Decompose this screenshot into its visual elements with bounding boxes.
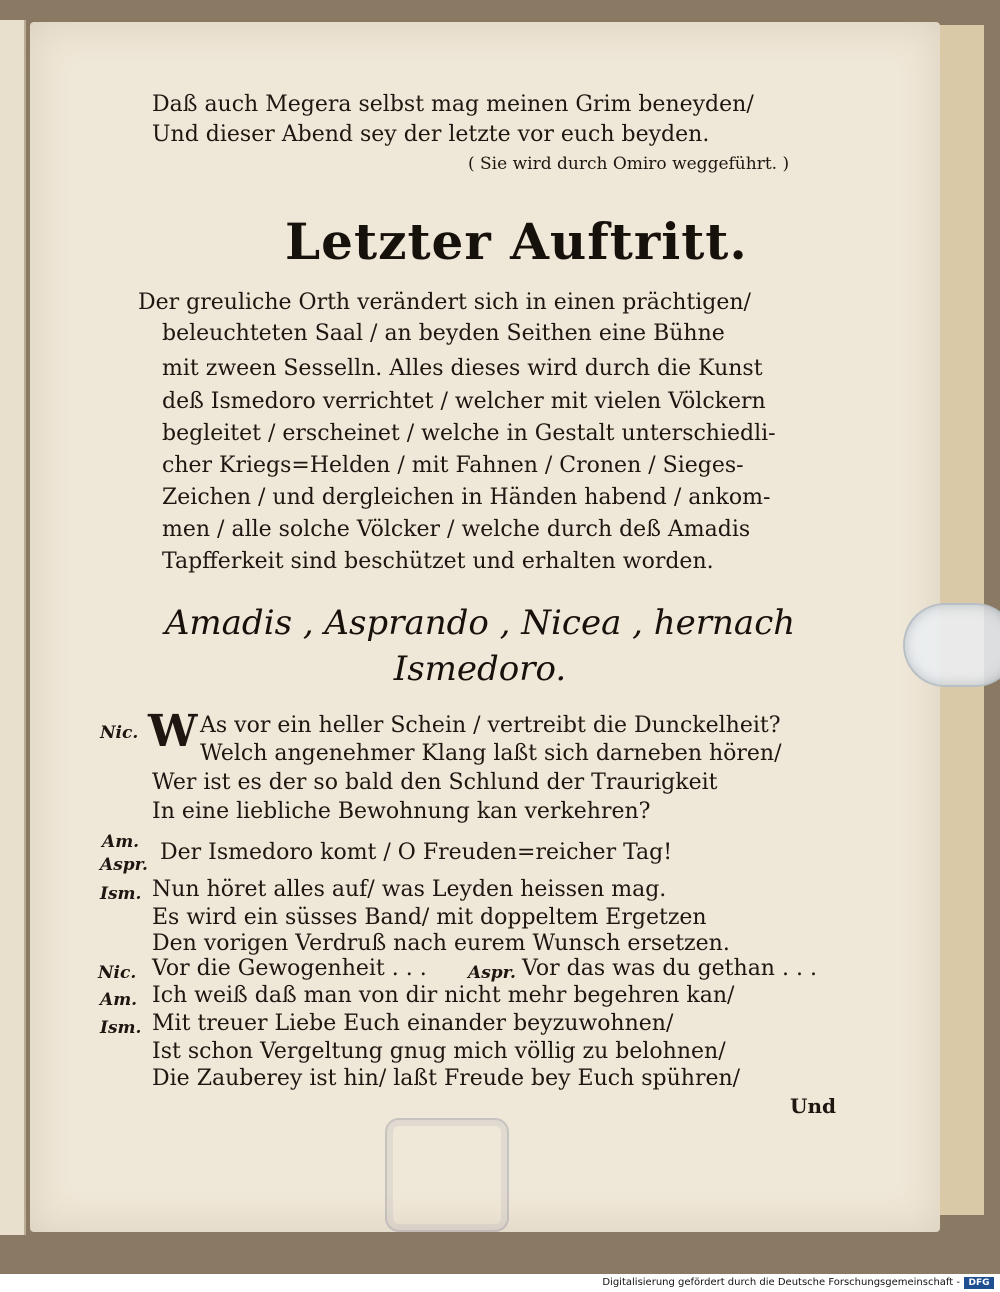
dialogue-ism-line-2: Es wird ein süsses Band/ mit doppeltem Ergetzen [152, 905, 707, 930]
dialogue-aspr-2-line: Vor das was du gethan . . . [522, 956, 817, 981]
dialogue-ism-2-line-2: Ist schon Vergeltung gnug mich völlig zu belohnen/ [152, 1039, 726, 1064]
scene-title: Letzter Auftritt. [285, 212, 748, 271]
dialogue-nic-line-3: Wer ist es der so bald den Schlund der Traurigkeit [152, 770, 718, 795]
dialogue-nic-line-1: As vor ein heller Schein / vertreibt die Dunckelheit? [200, 713, 781, 738]
dialogue-am-aspr-line: Der Ismedoro komt / O Freuden=reicher Tag! [160, 840, 673, 865]
dialogue-nic-line-4: In eine liebliche Bewohnung kan verkehren? [152, 799, 651, 824]
dialogue-ism-line-1: Nun höret alles auf/ was Leyden heissen mag. [152, 877, 667, 902]
digitization-footer [0, 1274, 1000, 1292]
persons-line-1: Amadis , Asprando , Nicea , hernach [164, 603, 796, 643]
speaker-label-aspr: Aspr. [100, 855, 148, 875]
catchword: Und [790, 1094, 836, 1118]
speaker-label-nic: Nic. [100, 723, 139, 743]
scene-description-line-6: cher Kriegs=Helden / mit Fahnen / Cronen / Sieges- [162, 453, 744, 478]
speaker-label-ism-2: Ism. [100, 1018, 142, 1038]
scene-description-line-9: Tapfferkeit sind beschützet und erhalten worden. [162, 549, 714, 574]
dialogue-ism-line-3: Den vorigen Verdruß nach eurem Wunsch ersetzen. [152, 931, 730, 956]
page-clip [903, 603, 1000, 687]
scene-description-line-7: Zeichen / und dergleichen in Händen habend / ankom- [162, 485, 771, 510]
library-stamp [385, 1118, 509, 1232]
dialogue-nic-line-2: Welch angenehmer Klang laßt sich darneben hören/ [200, 741, 782, 766]
scene-description-line-8: men / alle solche Völcker / welche durch deß Amadis [162, 517, 751, 542]
dialogue-am-2-line: Ich weiß daß man von dir nicht mehr begehren kan/ [152, 983, 735, 1008]
stage-direction-top: ( Sie wird durch Omiro weggeführt. ) [468, 154, 790, 174]
scene-description-line-1: Der greuliche Orth verändert sich in einen prächtigen/ [138, 290, 751, 315]
dramatis-personae [160, 600, 800, 692]
speaker-label-nic-2: Nic. [98, 963, 137, 983]
speaker-label-ism: Ism. [100, 884, 142, 904]
dfg-logo[interactable]: DFG [964, 1277, 994, 1289]
speaker-label-am-2: Am. [100, 990, 138, 1010]
speaker-label-aspr-2: Aspr. [468, 963, 516, 983]
verse-top-line-1: Daß auch Megera selbst mag meinen Grim beneyden/ [152, 92, 754, 117]
dialogue-nic-2-line: Vor die Gewogenheit . . . [152, 956, 427, 981]
verse-top-line-2: Und dieser Abend sey der letzte vor euch beyden. [152, 122, 710, 147]
persons-line-2: Ismedoro. [393, 649, 567, 689]
footer-credit: Digitalisierung gefördert durch die Deutsche Forschungsgemeinschaft - [602, 1277, 960, 1288]
scene-description-line-4: deß Ismedoro verrichtet / welcher mit vielen Völckern [162, 389, 766, 414]
dialogue-ism-2-line-1: Mit treuer Liebe Euch einander beyzuwohnen/ [152, 1011, 674, 1036]
scene-description-line-5: begleitet / erscheinet / welche in Gestalt unterschiedli- [162, 421, 776, 446]
speaker-label-am: Am. [102, 832, 140, 852]
drop-capital: W [148, 706, 198, 757]
dialogue-ism-2-line-3: Die Zauberey ist hin/ laßt Freude bey Euch spühren/ [152, 1066, 741, 1091]
scene-description-line-3: mit zween Sesselln. Alles dieses wird durch die Kunst [162, 356, 763, 381]
left-page-edge [0, 20, 26, 1235]
scene-description-line-2: beleuchteten Saal / an beyden Seithen eine Bühne [162, 321, 725, 346]
